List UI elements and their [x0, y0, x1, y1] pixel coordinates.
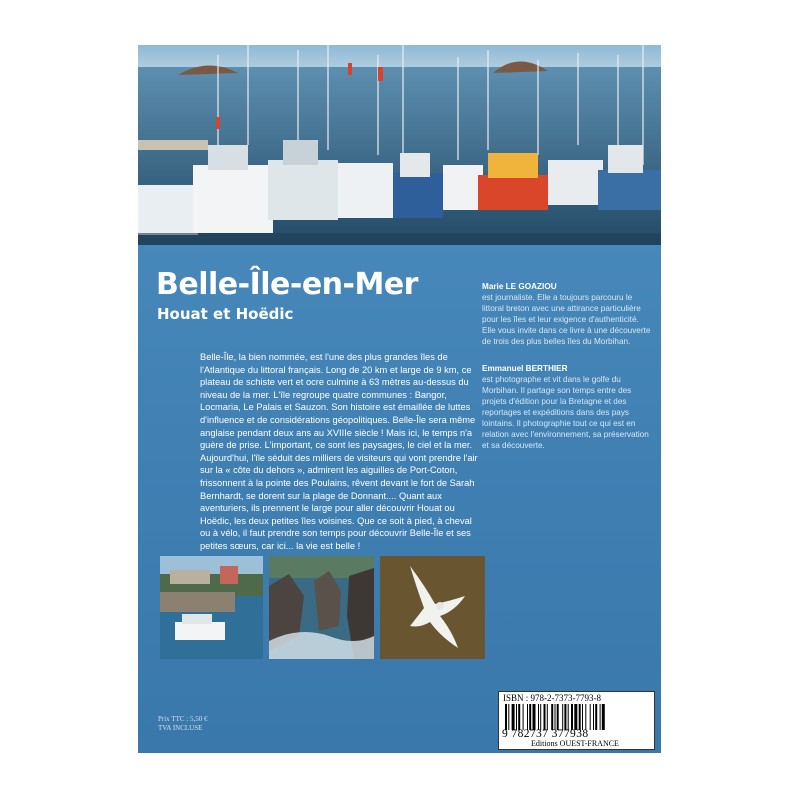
book-title: Belle-Île-en-Mer [156, 267, 418, 302]
harbor-boats-photo [138, 45, 661, 245]
fort-ferry-photo [160, 556, 263, 659]
author-bio-2 [482, 363, 654, 451]
rocky-coast-photo [269, 556, 374, 659]
author-bio-text: est journaliste. Elle a toujours parcouru le littoral breton avec une attirance particulière pour les îles et leur exigence d'authenticité. Elle vous invite dans ce livre à une découverte de trois des plus belles îles du Morbihan. [482, 293, 651, 346]
tax-note: TVA INCLUSE [158, 724, 203, 732]
book-subtitle: Houat et Hoëdic [157, 305, 294, 323]
price-label: Prix TTC : 5,50 € [158, 715, 208, 723]
isbn-text: ISBN : 978-2-7373-7793-8 [503, 693, 601, 703]
description-text: Belle-Île, la bien nommée, est l'une des plus grandes îles de l'Atlantique du littoral français. Long de 20 km et large de 9 km, ce plateau de schiste vert et ocre culmine à 63 mètres au-dessus du niveau de la mer. L'île regroupe quatre communes : Bangor, Locmaria, Le Palais et Sauzon. Son histoire est émaillée de luttes d'influence et de considérations géopolitiques. Belle-Île sera même anglaise pendant deux ans au XVIIIe siècle ! Mais ici, le temps n'a guère de prise. L'important, ce sont les paysages, le ciel et la mer. Aujourd'hui, l'île séduit des milliers de visiteurs qui vont prendre l'air sur la « côte du dehors », admirent les aiguilles de Port-Coton, frissonnent à la pointe des Poulains, rêvent devant le fort de Sarah Bernhardt, se dorent sur la plage de Donnant.... Quant aux aventuriers, ils prennent le large pour aller découvrir Houat ou Hoëdic, les deux petites îles voisines. Que ce soit à pied, à cheval ou à vélo, il faut prendre son temps pour découvrir Belle-Île et ses petites sœurs, car ici... la vie est belle ! [200, 352, 478, 551]
book-back-cover [138, 45, 661, 753]
barcode-digits: 9 782737 377938 [502, 728, 589, 740]
author-bio-1 [482, 281, 654, 347]
photographer-bio-text: est photographe et vit dans le golfe du Morbihan. Il partage son temps entre des projets d'édition pour la Bretagne et des reportages et expéditions dans des pays lointains. Il photographie tout ce qui est en relation avec l'environnement, sa préservation et sa découverte. [482, 375, 649, 450]
photographer-name: Emmanuel BERTHIER [482, 364, 568, 373]
barcode-icon [503, 704, 649, 730]
publisher-name: Editions OUEST-FRANCE [531, 739, 619, 748]
seabird-photo [380, 556, 485, 659]
author-name: Marie LE GOAZIOU [482, 282, 557, 291]
author-bios [482, 281, 654, 467]
price-block [158, 715, 207, 733]
isbn-barcode-box [498, 691, 655, 750]
